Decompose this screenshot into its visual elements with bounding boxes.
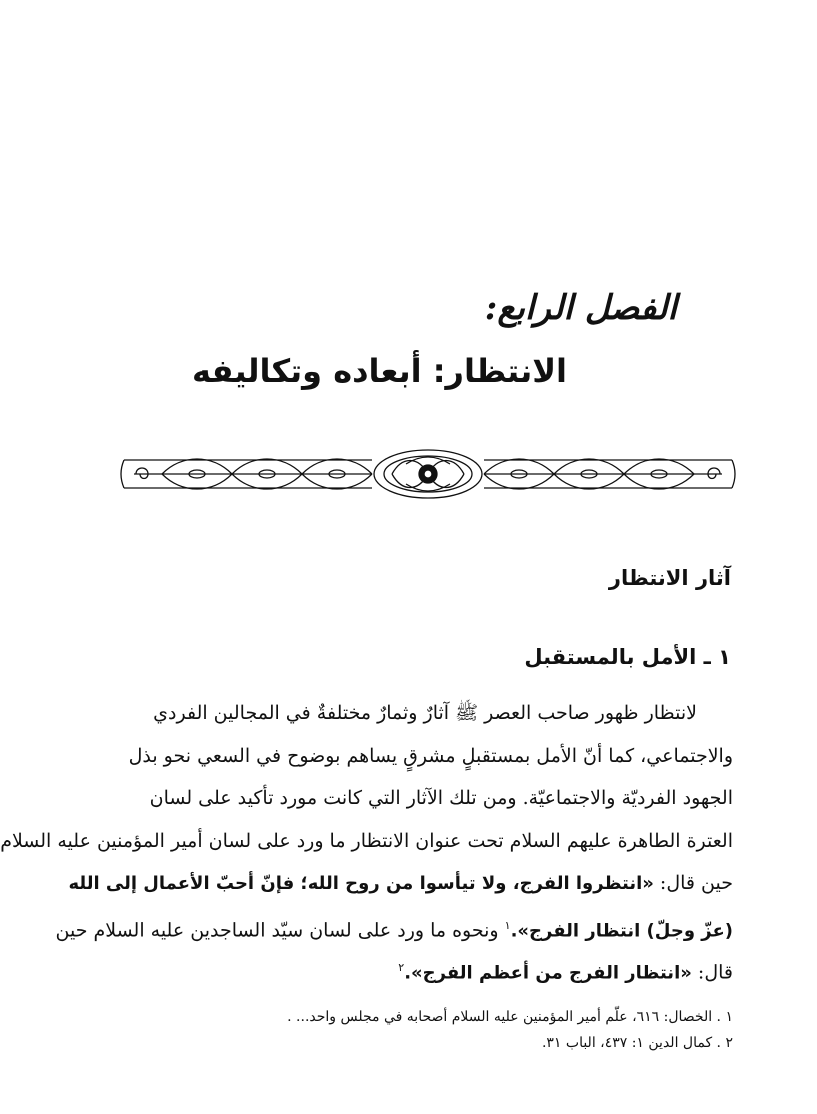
section-heading: آثار الانتظار [608, 566, 731, 590]
paragraph-line [55, 905, 733, 948]
footnote-reference[interactable]: ١ [504, 918, 511, 932]
paragraph-line: لانتظار ظهور صاحب العصر ﷺ آثارٌ وثمارٌ مختلفةٌ في المجالين الفردي [153, 702, 697, 724]
sub-heading: ١ ـ الأمل بالمستقبل [524, 645, 731, 669]
footnote-reference[interactable]: ٢ [398, 961, 405, 974]
quoted-hadith: «انتظار الفرج من أعظم الفرج». [404, 962, 692, 984]
chapter-title: الانتظار: أبعاده وتكاليفه [192, 352, 567, 390]
line-text: حين قال: [653, 872, 733, 894]
footnote: ٢ . كمال الدين ١: ٤٣٧، الباب ٣١. [541, 1035, 733, 1051]
line-text: قال: [691, 961, 733, 984]
paragraph-line: والاجتماعي، كما أنّ الأمل بمستقبلٍ مشرقٍ يساهم بوضوح في السعي نحو بذل [128, 744, 733, 767]
footnote: ١ . الخصال: ٦١٦، علّم أمير المؤمنين عليه السلام أصحابه في مجلس واحد... . [287, 1009, 733, 1025]
footnotes [121, 1004, 733, 1056]
paragraph-line [68, 862, 733, 905]
chapter-label: الفصل الرابع: [484, 288, 677, 328]
paragraph-line [121, 947, 733, 990]
quoted-hadith: (عزّ وجلّ) انتظار الفرج». [510, 919, 733, 941]
quoted-hadith: «انتظروا الفرج، ولا تيأسوا من روح الله؛ فإنّ أحبّ الأعمال إلى الله [68, 873, 654, 894]
line-text: ونحوه ما ورد على لسان سيّد الساجدين عليه السلام حين [55, 918, 505, 941]
paragraph-line: العترة الطاهرة عليهم السلام تحت عنوان الانتظار ما ورد على لسان أمير المؤمنين عليه السلام [0, 829, 733, 852]
ornamental-divider [122, 448, 734, 500]
paragraph-line: الجهود الفرديّة والاجتماعيّة. ومن تلك الآثار التي كانت مورد تأكيد على لسان [149, 787, 733, 809]
body-paragraph [0, 692, 733, 990]
